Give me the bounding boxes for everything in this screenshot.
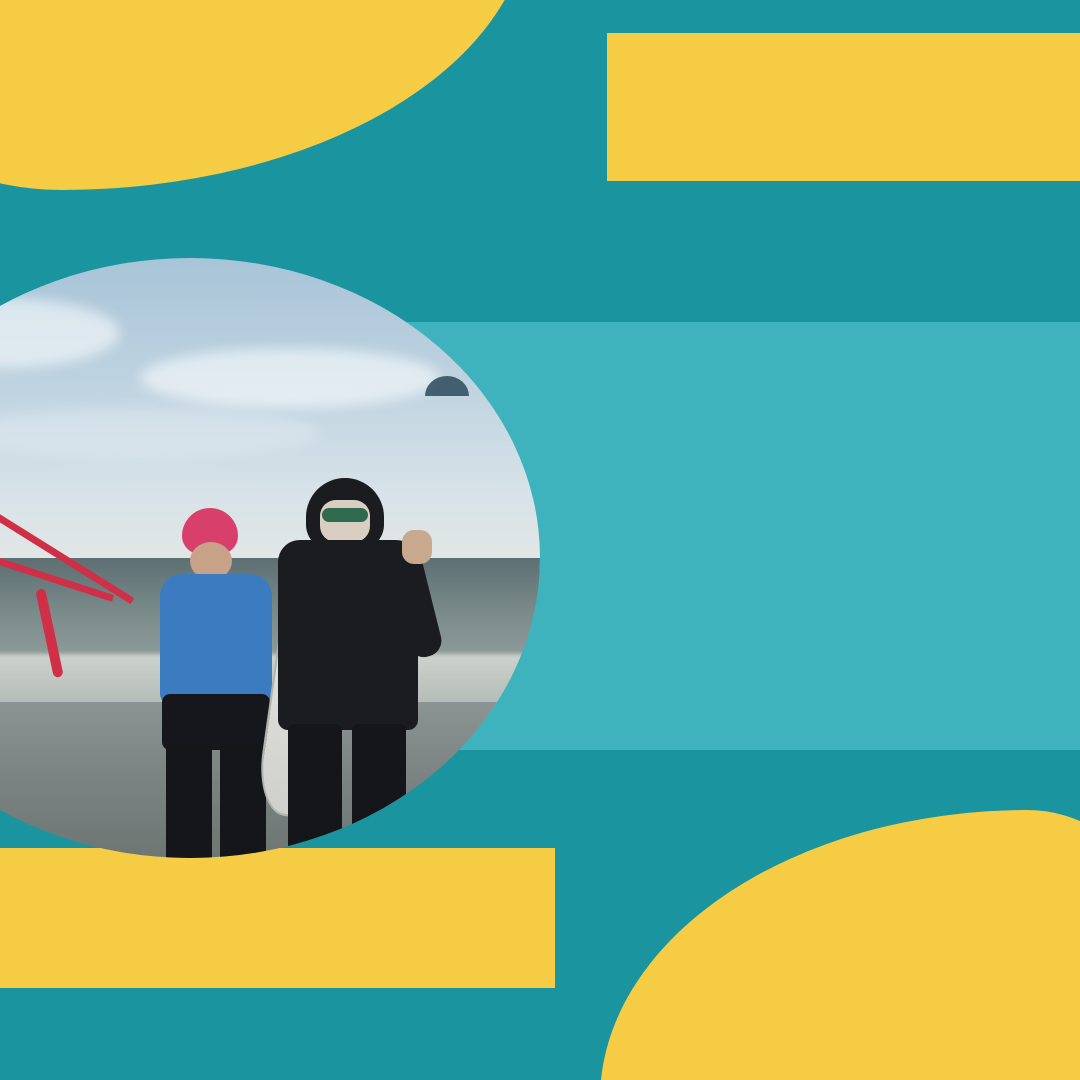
yellow-rect-top-right bbox=[607, 33, 1080, 181]
rider-sunglasses bbox=[322, 508, 368, 522]
rider-leg bbox=[166, 744, 212, 858]
cloud-shape bbox=[140, 348, 440, 408]
two-kitesurfers-on-beach-photo bbox=[0, 258, 540, 858]
yellow-blob-top-left bbox=[0, 0, 530, 190]
rider-rashguard bbox=[160, 574, 272, 704]
rider-thumbs-up-hand bbox=[402, 530, 432, 564]
yellow-rect-bottom-left bbox=[0, 848, 555, 988]
rider-leg bbox=[288, 724, 342, 858]
yellow-blob-bottom-right bbox=[600, 810, 1080, 1080]
rider-right-silhouette bbox=[260, 478, 440, 858]
rider-leg bbox=[352, 724, 406, 858]
rider-harness bbox=[162, 694, 270, 750]
